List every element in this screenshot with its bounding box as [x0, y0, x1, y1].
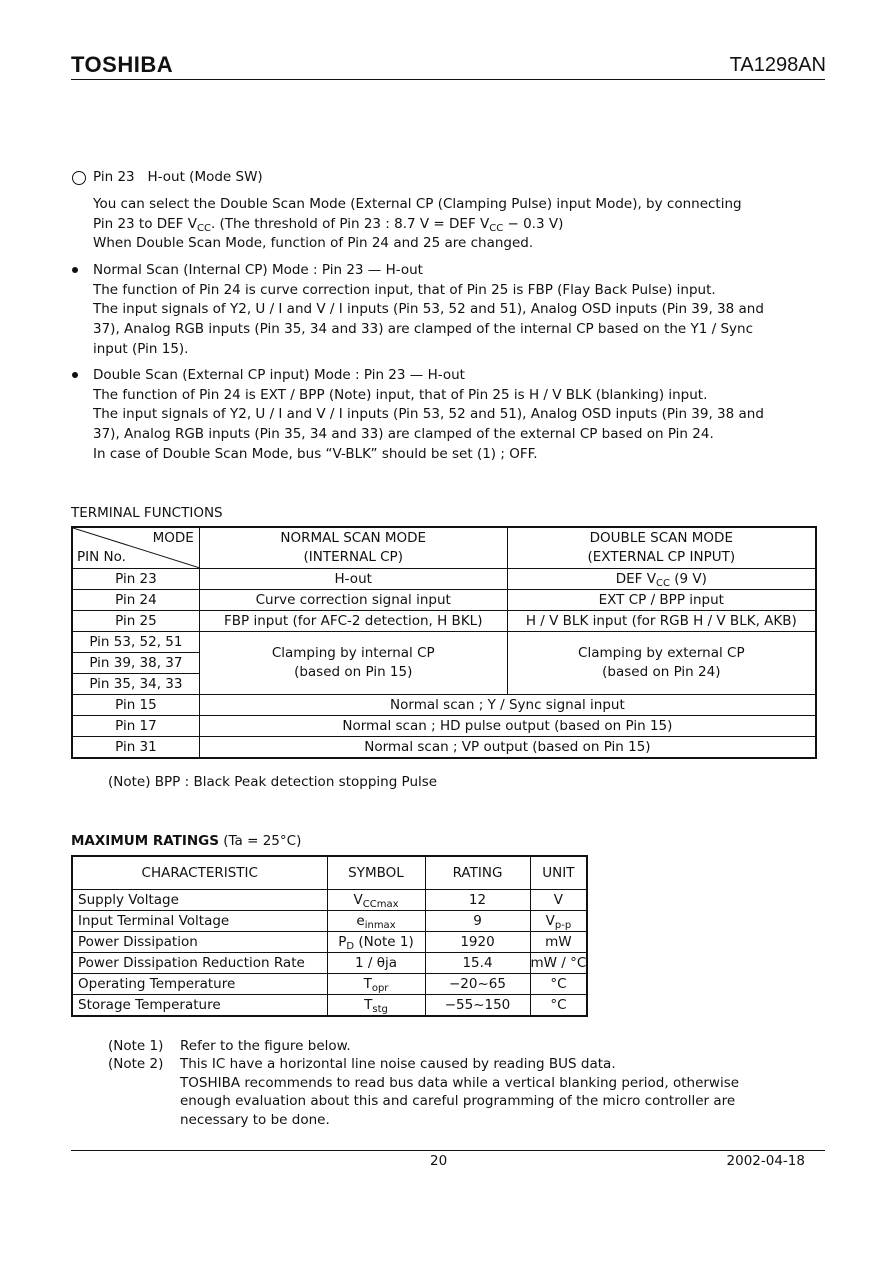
normal-mode-header-line-2: (INTERNAL CP): [303, 549, 403, 565]
unit-cell: [530, 932, 587, 953]
table-row: [72, 737, 816, 759]
cell-text: mW / °C: [530, 954, 587, 971]
pin-cell: Pin 35, 34, 33: [72, 674, 199, 695]
cell-sub: CC: [655, 577, 670, 589]
ratings-body: [72, 890, 587, 1017]
note2-label: (Note 2): [108, 1056, 164, 1072]
double-mode-header-line-1: DOUBLE SCAN MODE: [589, 530, 733, 546]
max-ratings-condition: (Ta = 25°C): [218, 833, 302, 849]
symbol-cell: [327, 911, 425, 932]
note2-line-4: necessary to be done.: [180, 1112, 330, 1128]
double-clamp-cell: [507, 632, 816, 695]
characteristic-cell: Storage Temperature: [72, 995, 327, 1017]
intro-sub: CC: [489, 223, 504, 234]
terminal-functions-title: TERMINAL FUNCTIONS: [71, 505, 223, 521]
note1-label: (Note 1): [108, 1038, 164, 1054]
pin-cell: Pin 39, 38, 37: [72, 653, 199, 674]
cell-text: mW: [545, 933, 572, 950]
intro-text: . (The threshold of Pin 23 : 8.7 V = DEF V: [210, 216, 490, 232]
pin-cell: Pin 25: [72, 611, 199, 632]
intro-text: − 0.3 V): [503, 216, 564, 232]
bullet-icon: [72, 372, 78, 378]
table-row: [72, 932, 587, 953]
cell-text: e: [356, 912, 365, 929]
normal-scan-line-3: 37), Analog RGB inputs (Pin 35, 34 and 33) are clamped of the internal CP based on the Y1 / Sync: [93, 321, 754, 337]
characteristic-cell: Power Dissipation: [72, 932, 327, 953]
intro-sub: CC: [196, 223, 211, 234]
pin-cell: Pin 17: [72, 716, 199, 737]
unit-cell: [530, 974, 587, 995]
normal-clamp-line-2: (based on Pin 15): [294, 664, 413, 680]
note2-line-2: TOSHIBA recommends to read bus data while a vertical blanking period, otherwise: [180, 1075, 740, 1091]
cell-text: °C: [550, 975, 567, 992]
rating-cell: −55~150: [425, 995, 530, 1017]
pin23-heading: [93, 168, 263, 188]
normal-cell: FBP input (for AFC-2 detection, H BKL): [199, 611, 507, 632]
symbol-cell: [327, 995, 425, 1017]
double-scan-line-3: 37), Analog RGB inputs (Pin 35, 34 and 33) are clamped of the external CP based on Pin 24.: [93, 426, 714, 442]
cell-sub: opr: [371, 982, 389, 994]
symbol-cell: [327, 953, 425, 974]
merged-cell: Normal scan ; HD pulse output (based on Pin 15): [199, 716, 816, 737]
bpp-note: (Note) BPP : Black Peak detection stopping Pulse: [108, 774, 438, 790]
double-scan-title: Double Scan (External CP input) Mode : Pin 23 — H-out: [93, 367, 465, 383]
header-cell: RATING: [425, 856, 530, 890]
note2-line-1: This IC have a horizontal line noise caused by reading BUS data.: [180, 1056, 616, 1072]
header-cell: SYMBOL: [327, 856, 425, 890]
header-rule: [71, 79, 825, 80]
characteristic-cell: Operating Temperature: [72, 974, 327, 995]
pin-cell: Pin 15: [72, 695, 199, 716]
cell-sub: CCmax: [362, 898, 399, 910]
normal-cell: H-out: [199, 569, 507, 590]
normal-cell: Curve correction signal input: [199, 590, 507, 611]
rating-cell: 12: [425, 890, 530, 911]
double-mode-header: [507, 527, 816, 569]
rating-cell: 15.4: [425, 953, 530, 974]
corner-pin-label: PIN No.: [77, 549, 126, 565]
corner-mode-label: MODE: [152, 530, 194, 546]
cell-text: V: [353, 891, 363, 908]
unit-cell: [530, 953, 587, 974]
max-ratings-table: [71, 855, 588, 1017]
max-ratings-title: [71, 833, 301, 849]
cell-text: T: [363, 975, 372, 992]
unit-cell: [530, 890, 587, 911]
cell-sub: D: [346, 940, 355, 952]
normal-mode-header: [199, 527, 507, 569]
cell-sub: stg: [372, 1003, 388, 1015]
characteristic-cell: Input Terminal Voltage: [72, 911, 327, 932]
cell-text: (9 V): [669, 570, 707, 587]
terminal-functions-table: [71, 526, 817, 759]
pin-cell: Pin 53, 52, 51: [72, 632, 199, 653]
cell-text: T: [364, 996, 373, 1013]
characteristic-cell: Power Dissipation Reduction Rate: [72, 953, 327, 974]
table-row: [72, 632, 816, 653]
double-clamp-line-1: Clamping by external CP: [578, 645, 745, 661]
double-scan-line-2: The input signals of Y2, U / I and V / I inputs (Pin 53, 52 and 51), Analog OSD inputs (Pin 39, 38 and: [93, 406, 764, 422]
cell-text: P: [338, 933, 347, 950]
part-number: TA1298AN: [729, 54, 826, 76]
symbol-cell: [327, 932, 425, 953]
double-cell: H / V BLK input (for RGB H / V BLK, AKB): [507, 611, 816, 632]
table-row: [72, 953, 587, 974]
cell-text: V: [553, 891, 564, 908]
cell-text: (Note 1): [354, 933, 414, 950]
normal-clamp-line-1: Clamping by internal CP: [271, 645, 435, 661]
table-row: [72, 995, 587, 1017]
unit-cell: [530, 995, 587, 1017]
double-cell: EXT CP / BPP input: [507, 590, 816, 611]
double-scan-line-4: In case of Double Scan Mode, bus “V-BLK” should be set (1) ; OFF.: [93, 446, 538, 462]
cell-text: 1 / θja: [354, 954, 397, 971]
pin-cell: Pin 23: [72, 569, 199, 590]
table-row: [72, 590, 816, 611]
mode-pin-corner-cell: [72, 527, 199, 569]
bullet-icon: [72, 267, 78, 273]
rating-cell: 1920: [425, 932, 530, 953]
pin-cell: Pin 31: [72, 737, 199, 759]
table-row: [72, 890, 587, 911]
rating-cell: −20~65: [425, 974, 530, 995]
max-ratings-title-bold: MAXIMUM RATINGS: [71, 833, 219, 849]
double-mode-header-line-2: (EXTERNAL CP INPUT): [587, 549, 736, 565]
page-number: 20: [430, 1153, 448, 1169]
double-clamp-line-2: (based on Pin 24): [602, 664, 721, 680]
normal-scan-line-1: The function of Pin 24 is curve correction input, that of Pin 25 is FBP (Flay Back Pulse) input.: [93, 282, 716, 298]
table-row: [72, 611, 816, 632]
pin-cell: Pin 24: [72, 590, 199, 611]
cell-sub: p-p: [554, 919, 572, 931]
table-row: [72, 974, 587, 995]
normal-scan-title: Normal Scan (Internal CP) Mode : Pin 23 — H-out: [93, 262, 423, 278]
rating-cell: 9: [425, 911, 530, 932]
document-date: 2002-04-18: [726, 1153, 805, 1169]
company-logo: TOSHIBA: [71, 52, 174, 77]
table-header-row: [72, 856, 587, 890]
header-cell: UNIT: [530, 856, 587, 890]
table-row: [72, 911, 587, 932]
note2-line-3: enough evaluation about this and careful programming of the micro controller are: [180, 1093, 736, 1109]
intro-text: Pin 23 to DEF V: [93, 216, 197, 232]
double-scan-line-1: The function of Pin 24 is EXT / BPP (Note) input, that of Pin 25 is H / V BLK (blanking) input.: [93, 387, 708, 403]
normal-scan-line-2: The input signals of Y2, U / I and V / I inputs (Pin 53, 52 and 51), Analog OSD inputs (Pin 39, 38 and: [93, 301, 764, 317]
cell-text: °C: [550, 996, 567, 1013]
normal-scan-line-4: input (Pin 15).: [93, 341, 189, 357]
footer-rule: [71, 1150, 825, 1151]
table-row: [72, 695, 816, 716]
normal-mode-header-line-1: NORMAL SCAN MODE: [280, 530, 427, 546]
circle-bullet-icon: [72, 171, 86, 185]
intro-line-1: You can select the Double Scan Mode (External CP (Clamping Pulse) input Mode), by connecting: [93, 196, 742, 212]
characteristic-cell: Supply Voltage: [72, 890, 327, 911]
pin23-label: Pin 23: [93, 169, 135, 185]
table-row: [72, 716, 816, 737]
pin23-function: H-out (Mode SW): [147, 169, 263, 185]
table-row: [72, 569, 816, 590]
header-cell: CHARACTERISTIC: [72, 856, 327, 890]
symbol-cell: [327, 974, 425, 995]
intro-line-3: When Double Scan Mode, function of Pin 24 and 25 are changed.: [93, 235, 534, 251]
cell-text: V: [545, 912, 555, 929]
cell-text: DEF V: [615, 570, 656, 587]
unit-cell: [530, 911, 587, 932]
double-cell: [507, 569, 816, 590]
normal-clamp-cell: [199, 632, 507, 695]
cell-sub: inmax: [364, 919, 396, 931]
symbol-cell: [327, 890, 425, 911]
note1-text: Refer to the figure below.: [180, 1038, 351, 1054]
merged-cell: Normal scan ; VP output (based on Pin 15): [199, 737, 816, 759]
intro-line-2: [93, 215, 563, 235]
merged-cell: Normal scan ; Y / Sync signal input: [199, 695, 816, 716]
